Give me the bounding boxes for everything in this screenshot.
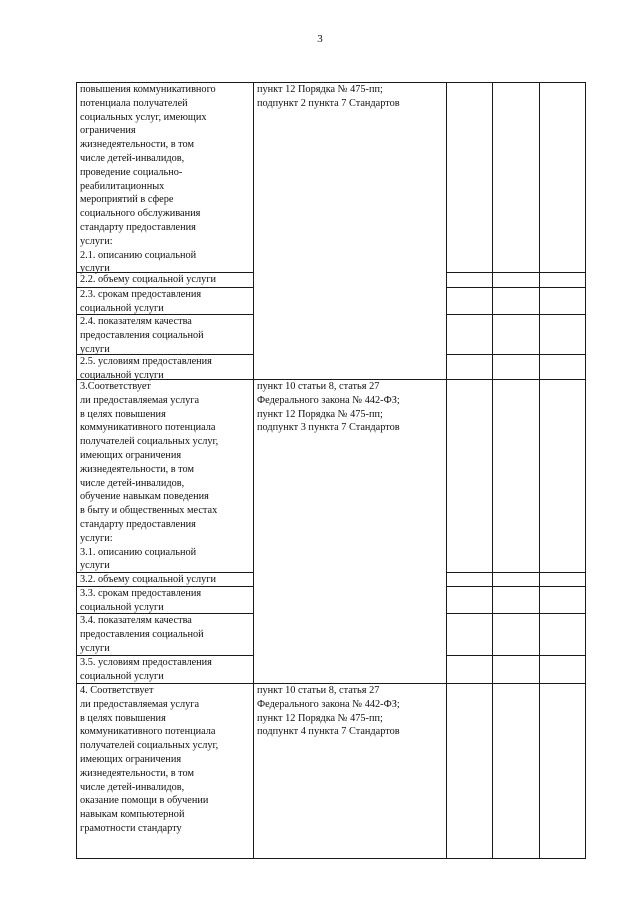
criterion-cell: повышения коммуникативного потенциала получателей социальных услуг, имеющих ограничения жизнедеятельности, в том числе детей-инвалидов, проведение социально- реабилитационных мероприятий в сфере социального обслуживания стандарту предоставления услуги: 2.1. описанию социальной услуги [80,84,216,275]
table-divider-col3 [492,82,493,859]
subrow-separator [446,354,586,355]
legal-basis-cell: пункт 10 статьи 8, статья 27 Федерального закона № 442-ФЗ; пункт 12 Порядка № 475-пп; подпункт 3 пункта 7 Стандартов [257,381,400,434]
table-divider-col2 [446,82,447,859]
criterion-cell: 3.2. объему социальной услуги [80,574,217,585]
criterion-cell: 3.5. условиям предоставления социальной услуги [80,657,212,682]
table-border-left [76,82,77,859]
criterion-cell: 3.Соответствует ли предоставляемая услуга в целях повышения коммуникативного потенциала получателей социальных услуг, имеющих ограничения жизнедеятельности, в том числе детей-инвалидов, обучение навыкам поведения в быту и общественных местах стандарту предоставления услуги: 3.1. описанию социальной услуги [80,381,219,572]
criterion-cell: 2.2. объему социальной услуги [80,274,217,285]
table-divider-col1 [253,82,254,859]
subrow-separator [446,613,586,614]
subrow-separator [446,572,586,573]
subrow-separator [446,586,586,587]
subrow-separator [446,314,586,315]
criterion-cell: 2.4. показателям качества предоставления социальной услуги [80,316,204,355]
criterion-cell: 3.3. срокам предоставления социальной услуги [80,588,202,613]
subrow-separator [446,272,586,273]
page-number: 3 [317,33,323,45]
table-divider-col4 [539,82,540,859]
criterion-cell: 3.4. показателям качества предоставления социальной услуги [80,615,204,654]
subrow-separator [446,287,586,288]
legal-basis-cell: пункт 10 статьи 8, статья 27 Федерального закона № 442-ФЗ; пункт 12 Порядка № 475-пп; подпункт 4 пункта 7 Стандартов [257,685,400,738]
row-separator [76,858,586,859]
criterion-cell: 2.5. условиям предоставления социальной услуги [80,356,212,381]
criterion-cell: 2.3. срокам предоставления социальной услуги [80,289,202,314]
legal-basis-cell: пункт 12 Порядка № 475-пп; подпункт 2 пункта 7 Стандартов [257,84,400,109]
table-border-right [585,82,586,859]
criterion-cell: 4. Соответствует ли предоставляемая услуга в целях повышения коммуникативного потенциала получателей социальных услуг, имеющих ограничения жизнедеятельности, в том числе детей-инвалидов, оказание помощи в обучении навыкам компьютерной грамотности стандарту [80,685,219,834]
subrow-separator [446,655,586,656]
